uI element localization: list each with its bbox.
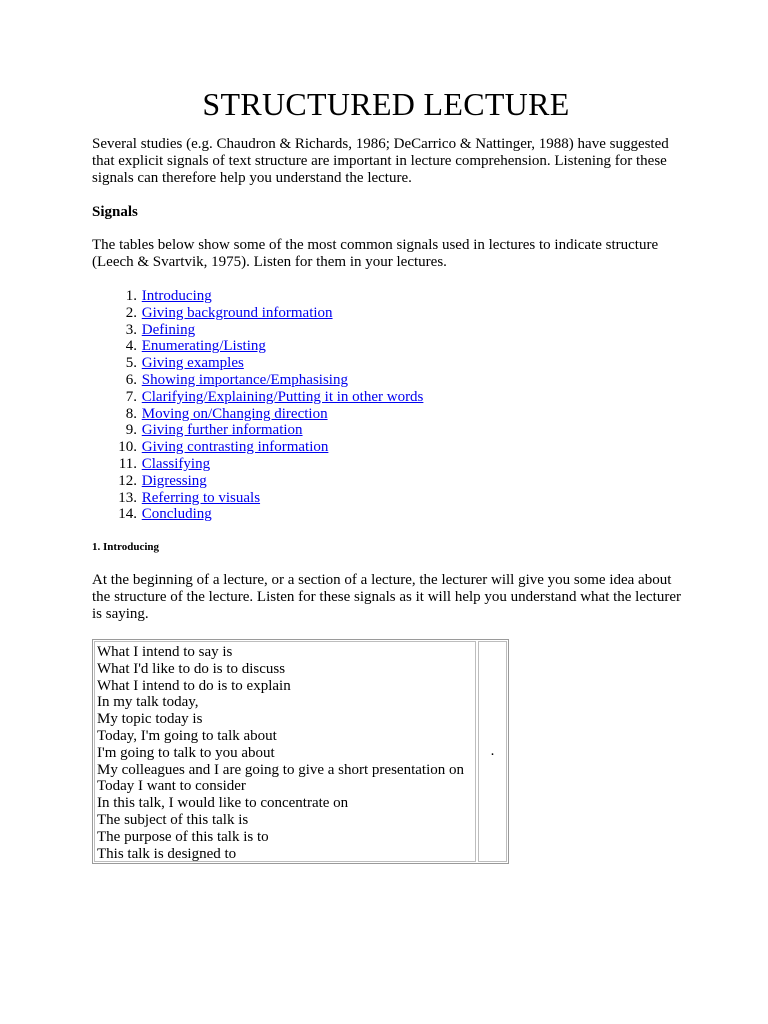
intro-paragraph: Several studies (e.g. Chaudron & Richards, 1986; DeCarrico & Nattinger, 1988) have suggested that explicit signals of text structure are important in lecture comprehension. Listening for these signals can therefore help you understand the lecture.	[92, 136, 669, 186]
signals-heading: Signals	[92, 204, 138, 220]
phrase-item: What I intend to say is	[97, 644, 233, 660]
contents-item	[92, 456, 423, 473]
signals-paragraph: The tables below show some of the most common signals used in lectures to indicate structure (Leech & Svartvik, 1975). Listen for them in your lectures.	[92, 237, 659, 270]
contents-link-defining[interactable]: Defining	[141, 321, 196, 338]
contents-item	[92, 288, 423, 305]
contents-item-number: 6.	[125, 371, 137, 388]
contents-link-visuals[interactable]: Referring to visuals	[141, 489, 261, 506]
phrase-item: My topic today is	[97, 711, 203, 728]
contents-item	[92, 372, 423, 389]
contents-link-classifying[interactable]: Classifying	[141, 455, 211, 472]
cell-dot: .	[490, 743, 495, 759]
contents-item	[92, 355, 423, 372]
contents-link-clarifying[interactable]: Clarifying/Explaining/Putting it in other words	[141, 388, 424, 405]
contents-item	[92, 473, 423, 490]
contents-item-number: 10.	[118, 439, 137, 456]
contents-item	[92, 439, 423, 456]
phrase-item: In my talk today,	[97, 694, 199, 711]
contents-link-moving-on[interactable]: Moving on/Changing direction	[141, 405, 328, 422]
contents-link-background[interactable]: Giving background information	[141, 304, 333, 321]
contents-item-number: 11.	[118, 455, 137, 472]
contents-item	[92, 389, 423, 406]
contents-item	[92, 406, 423, 423]
section-paragraph-introducing: At the beginning of a lecture, or a section of a lecture, the lecturer will give you some idea about the structure of the lecture. Listen for these signals as it will help you understand what the lecturer is saying.	[92, 572, 681, 622]
phrase-item: Today I want to consider	[97, 778, 246, 795]
contents-item	[92, 322, 423, 339]
contents-link-further-info[interactable]: Giving further information	[141, 422, 303, 439]
phrase-item: Today, I'm going to talk about	[97, 727, 277, 744]
contents-link-digressing[interactable]: Digressing	[141, 472, 207, 489]
phrase-item: What I intend to do is to explain	[97, 677, 291, 694]
contents-item	[92, 490, 423, 507]
phrase-item: My colleagues and I are going to give a short presentation on	[97, 761, 464, 778]
contents-link-concluding[interactable]: Concluding	[141, 506, 212, 523]
contents-link-enumerating[interactable]: Enumerating/Listing	[141, 338, 266, 355]
contents-item-number: 7.	[125, 388, 137, 405]
contents-item-number: 3.	[125, 321, 137, 338]
contents-list	[92, 288, 423, 523]
contents-item-number: 8.	[125, 405, 137, 422]
contents-link-importance[interactable]: Showing importance/Emphasising	[141, 371, 348, 388]
contents-item-number: 4.	[125, 338, 137, 355]
contents-link-contrasting[interactable]: Giving contrasting information	[141, 439, 329, 456]
phrase-item: The purpose of this talk is to	[97, 828, 269, 845]
phrase-item: The subject of this talk is	[97, 811, 249, 828]
contents-item-number: 14.	[118, 506, 137, 523]
contents-item	[92, 305, 423, 322]
contents-item-number: 5.	[125, 355, 137, 372]
empty-cell	[478, 641, 507, 862]
contents-item-number: 2.	[125, 304, 137, 321]
section-heading-introducing: 1. Introducing	[92, 541, 160, 553]
contents-item-number: 9.	[125, 422, 137, 439]
phrases-cell	[94, 641, 476, 862]
signal-phrases-table	[92, 639, 509, 864]
phrase-item: I'm going to talk to you about	[97, 744, 275, 761]
contents-item	[92, 422, 423, 439]
phrases-list	[97, 644, 475, 862]
contents-item	[92, 338, 423, 355]
phrase-item: This talk is designed to	[97, 845, 237, 862]
contents-item-number: 12.	[118, 472, 137, 489]
phrase-item: In this talk, I would like to concentrate on	[97, 795, 349, 812]
contents-link-introducing[interactable]: Introducing	[141, 288, 212, 304]
phrase-item: What I'd like to do is to discuss	[97, 660, 286, 677]
contents-link-examples[interactable]: Giving examples	[141, 355, 244, 372]
contents-item-number: 13.	[118, 489, 137, 506]
page-title: STRUCTURED LECTURE	[202, 86, 570, 122]
contents-item-number: 1.	[125, 288, 137, 304]
contents-item	[92, 506, 423, 523]
